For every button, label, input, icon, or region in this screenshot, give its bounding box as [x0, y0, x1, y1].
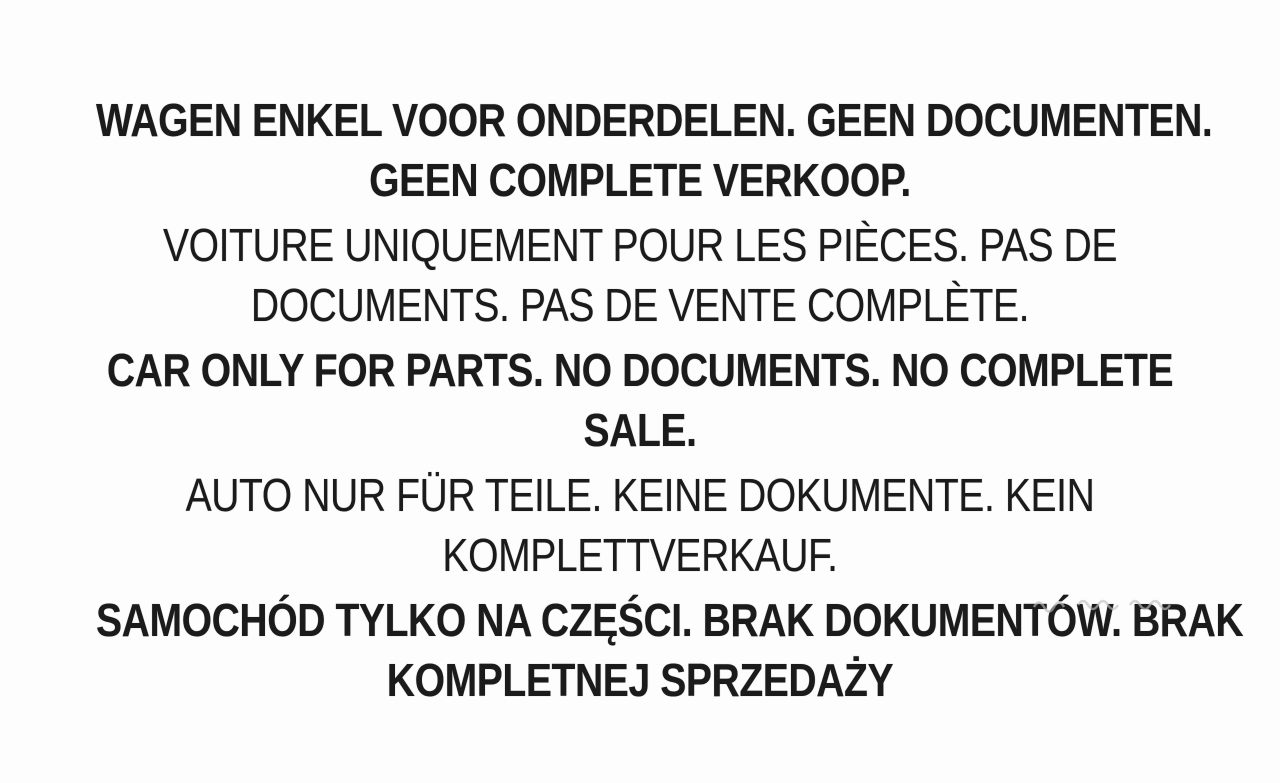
notice-line: KOMPLETTVERKAUF. [442, 529, 838, 581]
notice-paragraph-french [96, 215, 1184, 335]
notice-line: DOCUMENTS. PAS DE VENTE COMPLÈTE. [250, 279, 1030, 331]
notice-line: WAGEN ENKEL VOOR ONDERDELEN. GEEN DOCUMENTEN. [96, 94, 1213, 146]
notice-line: GEEN COMPLETE VERKOOP. [369, 154, 911, 206]
notice-line: SAMOCHÓD TYLKO NA CZĘŚCI. BRAK DOKUMENTÓW. BRAK [96, 594, 1244, 646]
watermark-artifact [1032, 593, 1182, 617]
notice-line: SALE. [583, 404, 697, 456]
notice-paragraph-german [96, 465, 1184, 585]
notice-line: KOMPLETNEJ SPRZEDAŻY [386, 654, 894, 706]
notice-paragraph-english [96, 340, 1184, 460]
notice-paragraph-dutch [96, 90, 1213, 210]
notice-line: CAR ONLY FOR PARTS. NO DOCUMENTS. NO COMPLETE [106, 344, 1174, 396]
notice-content [96, 0, 1244, 715]
notice-line: VOITURE UNIQUEMENT POUR LES PIÈCES. PAS DE [162, 219, 1118, 271]
notice-line: AUTO NUR FÜR TEILE. KEINE DOKUMENTE. KEIN [185, 469, 1095, 521]
notice-paragraph-polish [96, 590, 1244, 710]
